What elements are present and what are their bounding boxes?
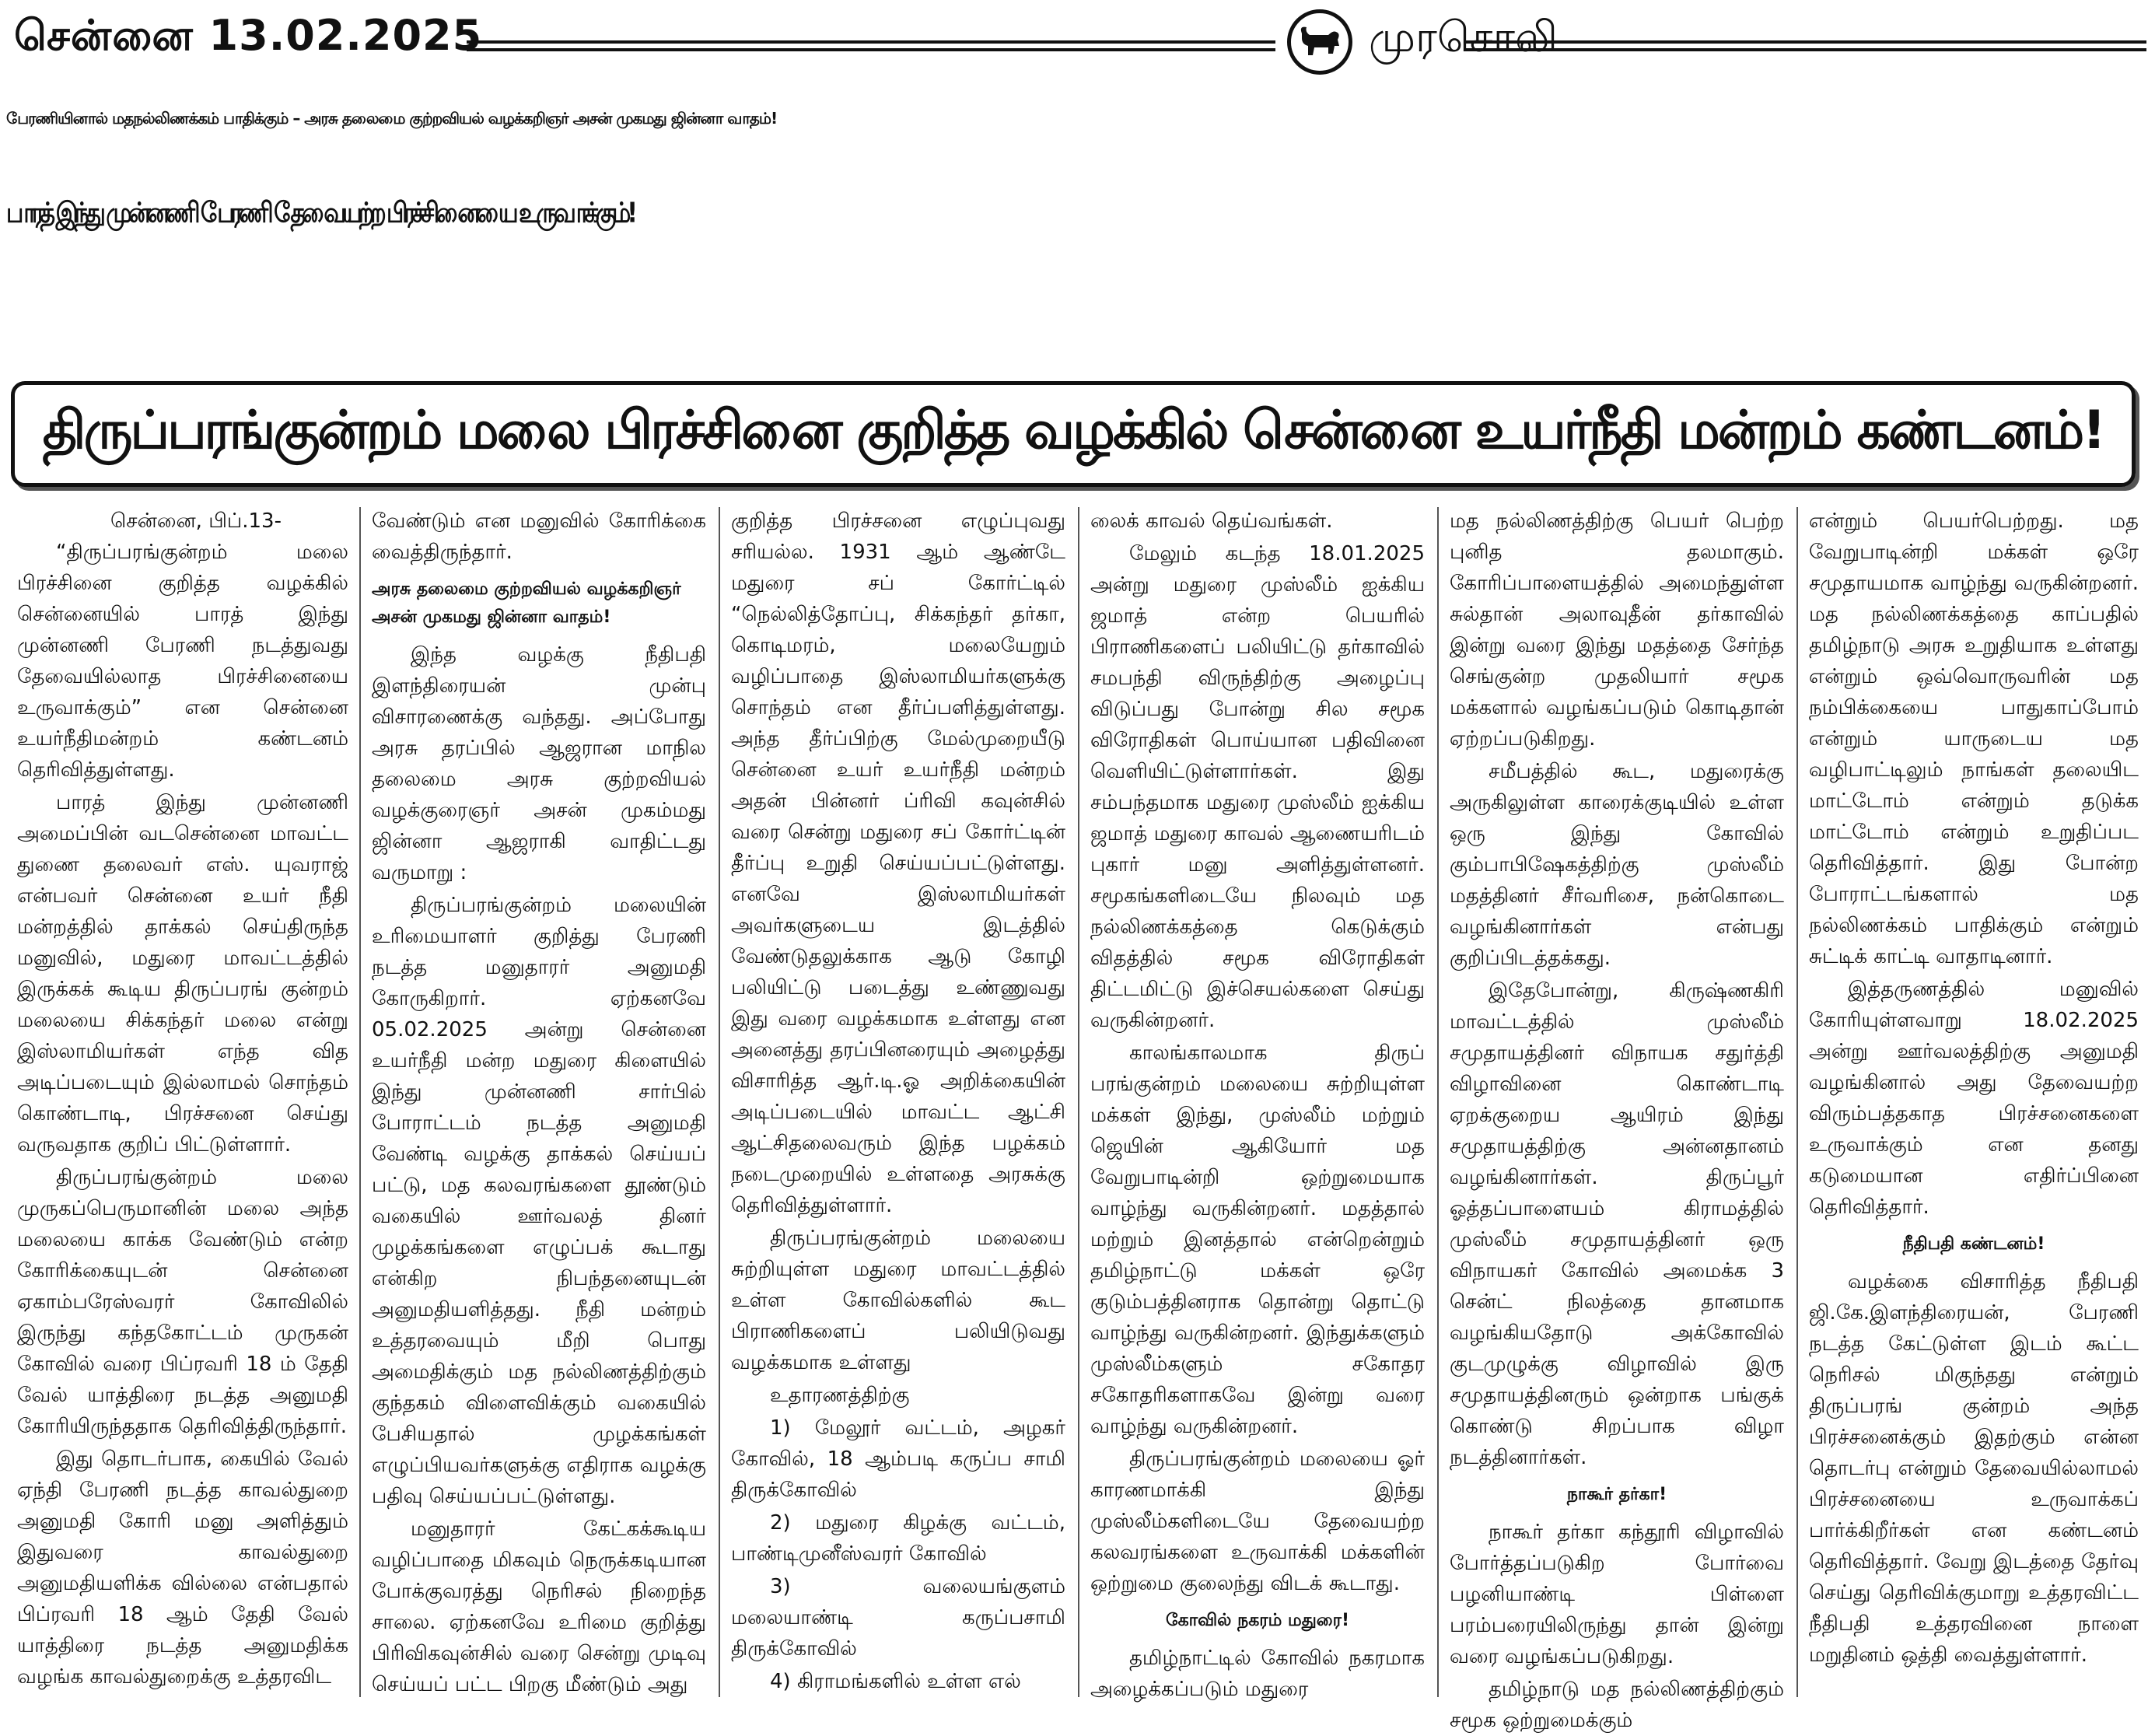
paragraph: “திருப்பரங்குன்றம் மலை பிரச்சினை குறித்த வழக்கில் சென்னையில் பாரத் இந்து முன்னணி பேரணி நடத்துவது தேவையில்லாத பிரச்சினையை உருவாக்கும்” என சென்னை உயர்நீதிமன்றம் கண்டனம் தெரிவித்துள்ளது. [17, 541, 348, 782]
section-subheading: நாகூர் தர்கா! [1566, 1485, 1667, 1504]
section-subheading: அரசு தலைமை குற்றவியல் வழக்கறிஞர் அசன் முகமது ஜின்னா வாதம்! [372, 579, 681, 627]
article-column-5 [1450, 506, 1784, 1732]
dateline: சென்னை, பிப்.13- [110, 509, 282, 533]
paragraph: உதாரணத்திற்கு [770, 1384, 910, 1407]
masthead [0, 0, 2148, 86]
paragraph: இத்தருணத்தில் மனுவில் கோரியுள்ளவாறு 18.02.2025 அன்று ஊர்வலத்திற்கு அனுமதி வழங்கினால் அது தேவையற்ற விரும்பத்தகாத பிரச்சனைகளை உருவாக்கும் என தனது கடுமையான எதிர்ப்பினை தெரிவித்தார். [1809, 978, 2139, 1219]
paragraph: மனுதாரர் கேட்கக்கூடிய வழிப்பாதை மிகவும் நெருக்கடியான போக்குவரத்து நெரிசல் நிறைந்த சாலை. ஏற்கனவே உரிமை குறித்து பிரிவிகவுன்சில் வரை சென்று முடிவு செய்யப் பட்ட பிறகு மீண்டும் அது [372, 1517, 706, 1696]
article-column-3 [731, 506, 1065, 1699]
article-column-2 [372, 506, 706, 1699]
paragraph: காலங்காலமாக திருப் பரங்குன்றம் மலையை சுற்றியுள்ள மக்கள் இந்து, முஸ்லீம் மற்றும் ஜெயின் ஆகியோர் மத வேறுபாடின்றி ஒற்றுமையாக வாழ்ந்து வருகின்றனர். மதத்தால் மற்றும் இனத்தால் என்றென்றும் தமிழ்நாட்டு மக்கள் ஒரே குடும்பத்தினராக தொன்று தொட்டு வாழ்ந்து வருகின்றனர். இந்துக்களும் முஸ்லீம்களும் சகோதர சகோதரிகளாகவே இன்று வரை வாழ்ந்து வருகின்றனர். [1090, 1041, 1425, 1438]
paragraph: மேலும் கடந்த 18.01.2025 அன்று மதுரை முஸ்லீம் ஐக்கிய ஜமாத் என்ற பெயரில் பிராணிகளைப் பலியிட்டு தர்காவில் சமபந்தி விருந்திற்கு அழைப்பு விடுப்பது போன்று சில சமூக விரோதிகள் பொய்யான பதிவினை வெளியிட்டுள்ளார்கள். இது சம்பந்தமாக மதுரை முஸ்லீம் ஐக்கிய ஜமாத் மதுரை காவல் ஆணையரிடம் புகார் மனு அளித்துள்ளனர். சமூகங்களிடையே நிலவும் மத நல்லிணக்கத்தை கெடுக்கும் விதத்தில் சமூக விரோதிகள் திட்டமிட்டு இச்செயல்களை செய்து வருகின்றனர். [1090, 542, 1425, 1032]
kicker-headline: பேரணியினால் மதநல்லிணக்கம் பாதிக்கும் – அரசு தலைமை குற்றவியல் வழக்கறிஞர் அசன் முகமது ஜின்னா வாதம்! [6, 109, 778, 128]
paragraph: லைக் காவல் தெய்வங்கள். [1090, 509, 1333, 533]
bull-icon-graphic [1297, 23, 1342, 61]
bull-icon [1287, 9, 1352, 75]
article-column-6 [1809, 506, 2139, 1699]
newspaper-name: முரசொலி [1369, 12, 1558, 61]
list-item: 4) கிராமங்களில் உள்ள எல் [770, 1670, 1021, 1693]
paragraph: திருப்பரங்குன்றம் மலை முருகப்பெருமானின் மலை அந்த மலையை காக்க வேண்டும் என்ற கோரிக்கையுடன் சென்னை ஏகாம்பரேஸ்வரர் கோவிலில் இருந்து கந்தகோட்டம் முருகன் கோவில் வரை பிப்ரவரி 18 ம் தேதி வேல் யாத்திரை நடத்த அனுமதி கோரியிருந்ததாக தெரிவித்திருந்தார். [17, 1166, 348, 1438]
main-headline: பாரத் இந்து முன்னணி பேரணி தேவையற்ற பிரச்சினையை உருவாக்கும்! [6, 197, 634, 230]
subheadline: திருப்பரங்குன்றம் மலை பிரச்சினை குறித்த வழக்கில் சென்னை உயர்நீதி மன்றம் கண்டனம்! [42, 400, 2104, 461]
paragraph: நாகூர் தர்கா கந்தூரி விழாவில் போர்த்தப்படுகிற போர்வை பழனியாண்டி பிள்ளை பரம்பரையிலிருந்து தான் இன்று வரை வழங்கப்படுகிறது. [1450, 1521, 1784, 1668]
paragraph: இந்த வழக்கு நீதிபதி இளந்திரையன் முன்பு விசாரணைக்கு வந்தது. அப்போது அரசு தரப்பில் ஆஜரான மாநில தலைமை அரசு குற்றவியல் வழக்குரைஞர் அசன் முகம்மது ஜின்னா ஆஜராகி வாதிட்டது வருமாறு : [372, 643, 706, 884]
paragraph: திருப்பரங்குன்றம் மலையை சுற்றியுள்ள மதுரை மாவட்டத்தில் உள்ள கோவில்களில் கூட பிராணிகளைப் பலியிடுவது வழக்கமாக உள்ளது [731, 1227, 1065, 1374]
paragraph: குறித்த பிரச்சனை எழுப்புவது சரியல்ல. 1931 ஆம் ஆண்டே மதுரை சப் கோர்ட்டில் “நெல்லித்தோப்பு, சிக்கந்தர் தர்கா, கொடிமரம், மலையேறும் வழிப்பாதை இஸ்லாமியர்களுக்கு சொந்தம் என தீர்ப்பளித்துள்ளது. அந்த தீர்ப்பிற்கு மேல்முறையீடு சென்னை உயர் உயர்நீதி மன்றம் அதன் பின்னர் ப்ரிவி கவுன்சில் வரை சென்று மதுரை சப் கோர்ட்டின் தீர்ப்பு உறுதி செய்யப்பட்டுள்ளது. எனவே இஸ்லாமியர்கள் அவர்களுடைய இடத்தில் வேண்டுதலுக்காக ஆடு கோழி பலியிட்டு படைத்து உண்ணுவது இது வரை வழக்கமாக உள்ளது என அனைத்து தரப்பினரையும் அழைத்து விசாரித்த ஆர்.டி.ஓ அறிக்கையின் அடிப்படையில் மாவட்ட ஆட்சி ஆட்சிதலைவரும் இந்த பழக்கம் நடைமுறையில் உள்ளதை அரசுக்கு தெரிவித்துள்ளார். [731, 509, 1065, 1217]
section-subheading: கோவில் நகரம் மதுரை! [1165, 1611, 1350, 1630]
masthead-rule-right [1466, 40, 2146, 51]
paragraph: சமீபத்தில் கூட, மதுரைக்கு அருகிலுள்ள காரைக்குடியில் உள்ள ஒரு இந்து கோவில் கும்பாபிஷேகத்திற்கு முஸ்லீம் மதத்தினர் சீர்வரிசை, நன்கொடை வழங்கினார்கள் என்பது குறிப்பிடத்தக்கது. [1450, 760, 1784, 970]
paragraph: மத நல்லிணத்திற்கு பெயர் பெற்ற புனித தலமாகும். கோரிப்பாளையத்தில் அமைந்துள்ள சுல்தான் அலாவுதீன் தர்காவில் இன்று வரை இந்து மதத்தை சேர்ந்த செங்குன்ற முதலியார் சமூக மக்களால் வழங்கப்படும் கொடிதான் ஏற்றப்படுகிறது. [1450, 509, 1784, 751]
paragraph: இது தொடர்பாக, கையில் வேல் ஏந்தி பேரணி நடத்த காவல்துறை அனுமதி கோரி மனு அளித்தும் இதுவரை காவல்துறை அனுமதியளிக்க வில்லை என்பதால் பிப்ரவரி 18 ஆம் தேதி வேல் யாத்திரை நடத்த அனுமதிக்க வழங்க காவல்துறைக்கு உத்தரவிட [17, 1447, 348, 1689]
paragraph: திருப்பரங்குன்றம் மலையின் உரிமையாளர் குறித்து பேரணி நடத்த மனுதாரர் அனுமதி கோருகிறார். ஏற்கனவே 05.02.2025 அன்று சென்னை உயர்நீதி மன்ற மதுரை கிளையில் இந்து முன்னணி சார்பில் போராட்டம் நடத்த அனுமதி வேண்டி வழக்கு தாக்கல் செய்யப் பட்டு, மத கலவரங்களை தூண்டும் வகையில் ஊர்வலத் தினர் முழக்கங்களை எழுப்பக் கூடாது என்கிற நிபந்தனையுடன் அனுமதியளித்தது. நீதி மன்றம் உத்தரவையும் மீறி பொது அமைதிக்கும் மத நல்லிணத்திற்கும் குந்தகம் விளைவிக்கும் வகையில் பேசியதால் முழக்கங்கள் எழுப்பியவர்களுக்கு எதிராக வழக்கு பதிவு செய்யப்பட்டுள்ளது. [372, 894, 706, 1508]
article-column-4 [1090, 506, 1425, 1699]
paragraph: தமிழ்நாடு மத நல்லிணத்திற்கும் சமூக ஒற்றுமைக்கும் [1450, 1678, 1784, 1732]
article-column-1 [17, 506, 348, 1699]
paragraph: தமிழ்நாட்டில் கோவில் நகரமாக அழைக்கப்படும் மதுரை [1090, 1647, 1425, 1701]
paragraph: வேண்டும் என மனுவில் கோரிக்கை வைத்திருந்தார். [372, 509, 706, 564]
paragraph: வழக்கை விசாரித்த நீதிபதி ஜி.கே.இளந்திரையன், பேரணி நடத்த கேட்டுள்ள இடம் கூட்ட நெரிசல் மிகுந்தது என்றும் திருப்பரங் குன்றம் அந்த பிரச்சனைக்கும் இதற்கும் என்ன தொடர்பு என்றும் தேவையில்லாமல் பிரச்சனையை உருவாக்கப் பார்க்கிறீர்கள் என கண்டனம் தெரிவித்தார். வேறு இடத்தை தேர்வு செய்து தெரிவிக்குமாறு உத்தரவிட்ட நீதிபதி உத்தரவினை நாளை மறுதினம் ஒத்தி வைத்துள்ளார். [1809, 1270, 2139, 1667]
paragraph: இதேபோன்று, கிருஷ்ணகிரி மாவட்டத்தில் முஸ்லீம் சமுதாயத்தினர் விநாயக சதுர்த்தி விழாவினை கொண்டாடி ஏறக்குறைய ஆயிரம் இந்து சமுதாயத்திற்கு அன்னதானம் வழங்கினார்கள். திருப்பூர் ஓத்தப்பாளையம் கிராமத்தில் முஸ்லீம் சமுதாயத்தினர் ஒரு விநாயகர் கோவில் அமைக்க 3 சென்ட் நிலத்தை தானமாக வழங்கியதோடு அக்கோவில் குடமுழுக்கு விழாவில் இரு சமுதாயத்தினரும் ஒன்றாக பங்குக் கொண்டு சிறப்பாக விழா நடத்தினார்கள். [1450, 979, 1784, 1469]
paragraph: பாரத் இந்து முன்னணி அமைப்பின் வடசென்னை மாவட்ட துணை தலைவர் எஸ். யுவராஜ் என்பவர் சென்னை உயர் நீதி மன்றத்தில் தாக்கல் செய்திருந்த மனுவில், மதுரை மாவட்டத்தில் இருக்கக் கூடிய திருப்பரங் குன்றம் மலையை சிக்கந்தர் மலை என்று இஸ்லாமியர்கள் எந்த வித அடிப்படையும் இல்லாமல் சொந்தம் கொண்டாடி, பிரச்சனை செய்து வருவதாக குறிப் பிட்டுள்ளார். [17, 791, 348, 1157]
list-item: 3) வலையங்குளம் மலையாண்டி கருப்பசாமி திருக்கோவில் [731, 1575, 1065, 1661]
list-item: 1) மேலூர் வட்டம், அழகர் கோவில், 18 ஆம்படி கருப்ப சாமி திருக்கோவில் [731, 1416, 1065, 1502]
masthead-rule-left [467, 40, 1275, 51]
masthead-date: சென்னை 13.02.2025 [14, 11, 483, 60]
subheadline-box [11, 381, 2136, 487]
paragraph: திருப்பரங்குன்றம் மலையை ஓர் காரணமாக்கி இந்து முஸ்லீம்களிடையே தேவையற்ற கலவரங்களை உருவாக்கி மக்களின் ஒற்றுமை குலைந்து விடக் கூடாது. [1090, 1447, 1425, 1595]
list-item: 2) மதுரை கிழக்கு வட்டம், பாண்டிமுனீஸ்வரர் கோவில் [731, 1511, 1065, 1566]
section-subheading: நீதிபதி கண்டனம்! [1902, 1234, 2045, 1254]
paragraph: என்றும் பெயர்பெற்றது. மத வேறுபாடின்றி மக்கள் ஒரே சமுதாயமாக வாழ்ந்து வருகின்றனர். மத நல்லிணக்கத்தை காப்பதில் தமிழ்நாடு அரசு உறுதியாக உள்ளது என்றும் ஒவ்வொருவரின் மத நம்பிக்கையை பாதுகாப்போம் என்றும் யாருடைய மத வழிபாட்டிலும் நாங்கள் தலையிட மாட்டோம் என்றும் தடுக்க மாட்டோம் என்றும் உறுதிப்பட தெரிவித்தார். இது போன்ற போராட்டங்களால் மத நல்லிணக்கம் பாதிக்கும் என்றும் சுட்டிக் காட்டி வாதாடினார். [1809, 509, 2139, 968]
article-body [0, 506, 2148, 1732]
